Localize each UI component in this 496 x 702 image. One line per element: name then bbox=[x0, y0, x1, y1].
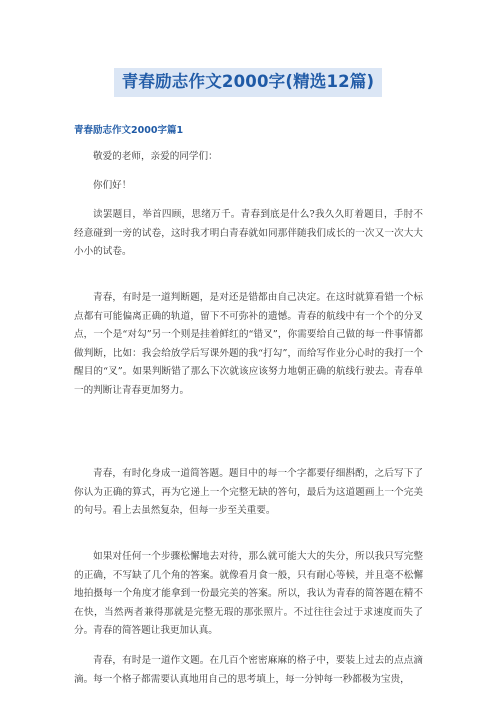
paragraph-greeting: 敬爱的老师，亲爱的同学们： bbox=[93, 151, 218, 162]
paragraph-intro: 读罢题目，举首四顾，思绪万千。青春到底是什么?我久久盯着题目，手肘不经意碰到一旁的试卷，这时我才明白青春就如同那伴随我们成长的一次又一次大大小小的试卷。 bbox=[74, 209, 423, 258]
title-banner bbox=[0, 68, 496, 97]
paragraph-short-answer: 青春，有时化身成一道简答题。题目中的每一个字都要仔细斟酌，之后写下了你认为正确的算式，再为它递上一个完整无缺的答句，最后为这道题画上一个完美的句号。看上去虽然复杂，但每一步至关重要。 bbox=[74, 468, 423, 517]
document-title: 青春励志作文2000字(精选12篇) bbox=[114, 68, 383, 97]
section-heading: 青春励志作文2000字篇1 bbox=[74, 125, 184, 136]
paragraph-hello: 你们好！ bbox=[93, 180, 132, 191]
paragraph-judgement: 青春，有时是一道判断题，是对还是错都由自己决定。在这时就算看错一个标点都有可能偏离正确的轨道，留下不可弥补的遗憾。青春的航线中有一个个的分叉点，一个是“对勾”另一个则是挂着鲜红的“错叉”，你需要给自己做的每一件事情都做判断，比如：我会给放学后写课外题的我“打勾”，而给写作业分心时的我打一个醒目的“叉”。如果判断错了那么下次就该应该努力地朝正确的航线行驶去。青春单一的判断让青春更加努力。 bbox=[74, 292, 423, 396]
paragraph-careful: 如果对任何一个步骤松懈地去对待，那么就可能大大的失分，所以我只写完整的正确，不写缺了几个角的答案。就像看月食一般，只有耐心等候，并且毫不松懈地拍摄每一个角度才能拿到一份最完美的答案。所以，我认为青春的简答题在精不在快，当然两者兼得那就是完整无瑕的那张照片。不过往往会过于求速度而失了分。青春的简答题让我更加认真。 bbox=[74, 551, 423, 637]
paragraph-essay: 青春，有时是一道作文题。在几百个密密麻麻的格子中，要装上过去的点点滴滴。每一个格子都需要认真地用自己的思考填上，每一分钟每一秒都极为宝贵， bbox=[74, 655, 423, 685]
